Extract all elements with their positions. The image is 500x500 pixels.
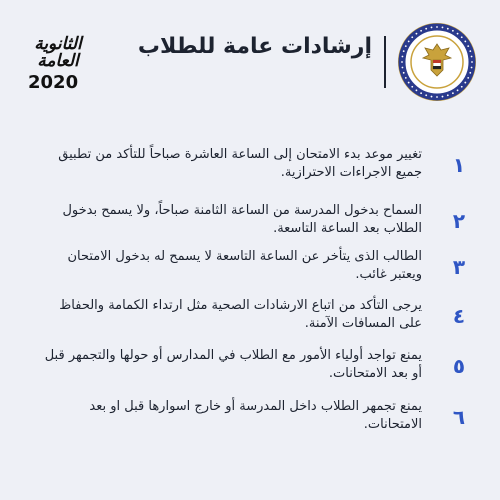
item-number: ١	[452, 153, 466, 177]
list-item	[24, 248, 474, 298]
list-item	[24, 398, 474, 448]
number-badge	[444, 150, 474, 180]
item-number: ٦	[452, 405, 466, 429]
number-badge	[444, 402, 474, 432]
logo-script-text: الثانوية العامة	[34, 34, 82, 71]
item-text: يرجى التأكد من اتباع الارشادات الصحية مثل ارتداء الكمامة والحفاظ على المسافات الآمنة.	[59, 298, 422, 331]
list-item	[24, 146, 474, 196]
page-title: إرشادات عامة للطلاب	[137, 34, 372, 59]
list-item	[24, 202, 474, 252]
item-text: السماح بدخول المدرسة من الساعة الثامنة صباحاً، ولا يسمح بدخول الطلاب بعد الساعة التاسعة.	[62, 203, 422, 236]
item-text: يمنع تواجد أولياء الأمور مع الطلاب في المدارس أو حولها والتجمهر قبل أو بعد الامتحانات.	[44, 348, 422, 381]
item-text: يمنع تجمهر الطلاب داخل المدرسة أو خارج اسوارها قبل او بعد الامتحانات.	[89, 399, 422, 432]
item-number: ٥	[452, 354, 466, 378]
logo-year: 2020	[28, 72, 79, 93]
number-badge	[444, 351, 474, 381]
list-item	[24, 297, 474, 347]
number-badge	[444, 252, 474, 282]
list-item	[24, 347, 474, 397]
item-text: تغيير موعد بدء الامتحان إلى الساعة العاشرة صباحاً للتأكد من تطبيق جميع الاجراءات الاحترازية.	[58, 147, 422, 180]
item-number: ٣	[452, 255, 466, 279]
item-number: ٢	[452, 209, 466, 233]
item-number: ٤	[452, 304, 466, 328]
item-text: الطالب الذى يتأخر عن الساعة التاسعة لا يسمح له بدخول الامتحان ويعتبر غائب.	[67, 249, 422, 282]
number-badge	[444, 301, 474, 331]
number-badge	[444, 206, 474, 236]
